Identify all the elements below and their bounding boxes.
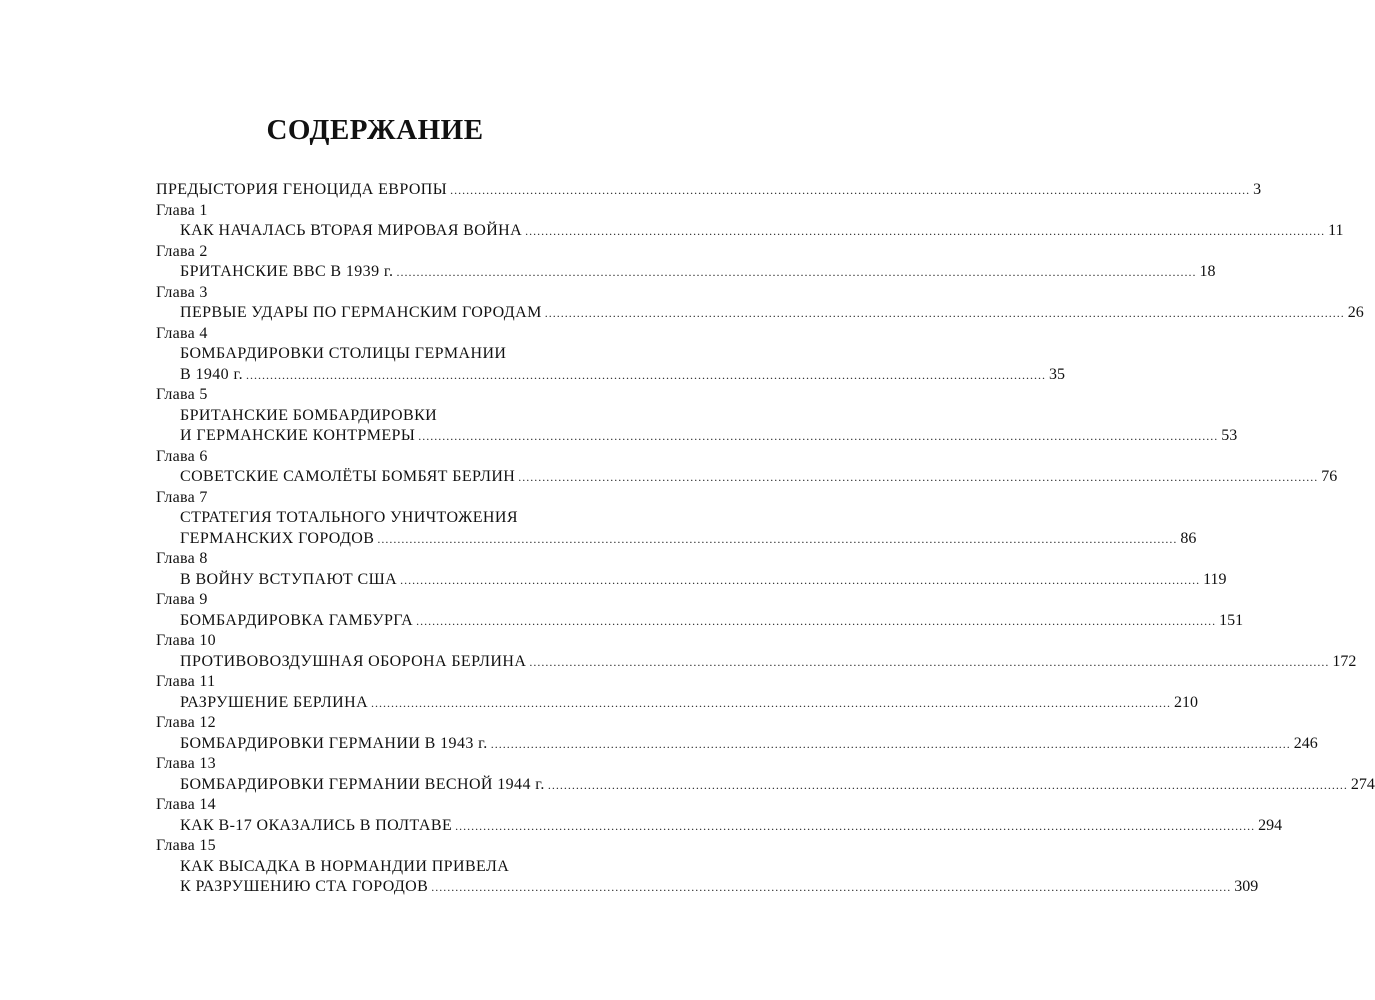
toc-leader-dots: ........................................................................................................................................................................................................: [431, 880, 1232, 894]
toc-page-number: 151: [1219, 611, 1244, 629]
toc-entry: [156, 529, 1197, 550]
toc-entry-title: КАК ВЫСАДКА В НОРМАНДИИ ПРИВЕЛА: [180, 857, 510, 875]
toc-entry-title: РАЗРУШЕНИЕ БЕРЛИНА: [180, 693, 369, 711]
toc-entry-title: БОМБАРДИРОВКИ СТОЛИЦЫ ГЕРМАНИИ: [180, 345, 507, 362]
toc-entry-title: БОМБАРДИРОВКИ ГЕРМАНИИ ВЕСНОЙ 1944 г.: [180, 775, 545, 793]
toc-page-number: 26: [1347, 304, 1364, 321]
toc-chapter-label: Глава 5: [156, 386, 208, 403]
toc-entry-prefix: [156, 180, 1262, 201]
toc-entry: [156, 775, 1375, 796]
toc-entry-title: В ВОЙНУ ВСТУПАЮТ США: [180, 570, 398, 588]
toc-leader-dots: ........................................................................................................................................................................................................: [418, 429, 1219, 443]
toc-leader-dots: ........................................................................................................................................................................................................: [246, 367, 1047, 382]
toc-page-number: 76: [1321, 468, 1338, 485]
toc-entry-title: СТРАТЕГИЯ ТОТАЛЬНОГО УНИЧТОЖЕНИЯ: [180, 509, 518, 526]
toc-entry-title: К РАЗРУШЕНИЮ СТА ГОРОДОВ: [180, 878, 429, 895]
toc-entry: [156, 221, 1344, 242]
toc-chapter-label: Глава 12: [156, 714, 216, 731]
toc-page-number: 3: [1253, 181, 1262, 198]
toc-entry-title: ПРЕДЫСТОРИЯ ГЕНОЦИДА ЕВРОПЫ: [156, 181, 448, 198]
toc-entry: [156, 693, 1199, 714]
toc-leader-dots: ........................................................................................................................................................................................................: [416, 613, 1217, 628]
toc-chapter-label: Глава 9: [156, 591, 208, 608]
toc-entry: [156, 734, 1318, 755]
toc-entry-title: БРИТАНСКИЕ ВВС В 1939 г.: [180, 263, 394, 280]
toc-chapter-label: Глава 4: [156, 324, 208, 342]
toc-leader-dots: ........................................................................................................................................................................................................: [547, 777, 1348, 792]
toc-chapter-label: Глава 11: [156, 673, 216, 690]
toc-page-number: 35: [1049, 365, 1066, 383]
toc-page-number: 210: [1174, 693, 1199, 711]
toc-entry: [156, 857, 594, 878]
toc-leader-dots: ........................................................................................................................................................................................................: [400, 572, 1201, 587]
toc-entry: [156, 344, 594, 365]
toc-chapter-list: [156, 201, 1375, 898]
toc-leader-dots: ........................................................................................................................................................................................................: [544, 306, 1345, 320]
toc-leader-dots: ........................................................................................................................................................................................................: [450, 183, 1251, 197]
toc-entry-title: ГЕРМАНСКИХ ГОРОДОВ: [180, 529, 375, 547]
toc-chapter-label: Глава 13: [156, 755, 216, 772]
toc-entry: [156, 262, 1216, 283]
toc-chapter-label: Глава 8: [156, 550, 208, 567]
toc-entry: [156, 877, 1259, 898]
toc-chapter-label: Глава 10: [156, 632, 216, 649]
toc-entry: [156, 303, 1364, 324]
toc-leader-dots: ........................................................................................................................................................................................................: [396, 265, 1197, 279]
toc-leader-dots: ........................................................................................................................................................................................................: [529, 654, 1330, 669]
toc-entry: [156, 652, 1357, 673]
toc-page-number: 53: [1221, 427, 1238, 444]
toc-entry-title: СОВЕТСКИЕ САМОЛЁТЫ БОМБЯТ БЕРЛИН: [180, 468, 516, 485]
toc-leader-dots: ........................................................................................................................................................................................................: [371, 695, 1172, 710]
toc-page-number: 18: [1199, 263, 1216, 280]
toc-chapter-label: Глава 6: [156, 447, 208, 465]
toc-entry-title: И ГЕРМАНСКИЕ КОНТРМЕРЫ: [180, 427, 416, 444]
toc-page-number: 294: [1258, 816, 1283, 834]
toc-entry-title: БОМБАРДИРОВКА ГАМБУРГА: [180, 611, 414, 629]
table-of-contents: [156, 180, 1375, 898]
toc-entry-title: БОМБАРДИРОВКИ ГЕРМАНИИ В 1943 г.: [180, 734, 488, 752]
toc-entry: [156, 508, 594, 529]
toc-entry: [156, 426, 1238, 447]
toc-page-number: 309: [1234, 878, 1259, 895]
toc-entry-title: КАК B-17 ОКАЗАЛИСЬ В ПОЛТАВЕ: [180, 816, 453, 834]
toc-leader-dots: ........................................................................................................................................................................................................: [525, 224, 1326, 238]
toc-entry: [156, 406, 594, 427]
toc-chapter-label: Глава 7: [156, 488, 208, 506]
toc-entry: [156, 365, 1066, 386]
toc-leader-dots: ........................................................................................................................................................................................................: [455, 818, 1256, 833]
toc-entry-title: ПРОТИВОВОЗДУШНАЯ ОБОРОНА БЕРЛИНА: [180, 652, 527, 670]
toc-page-number: 86: [1180, 529, 1197, 547]
toc-leader-dots: ........................................................................................................................................................................................................: [377, 531, 1178, 546]
toc-entry-title: В 1940 г.: [180, 365, 244, 383]
toc-entry: [156, 570, 1227, 591]
toc-entry: [156, 816, 1283, 837]
toc-chapter-label: Глава 3: [156, 283, 208, 301]
toc-page-number: 119: [1203, 570, 1227, 588]
toc-leader-dots: ........................................................................................................................................................................................................: [490, 736, 1291, 751]
toc-entry-title: КАК НАЧАЛАСЬ ВТОРАЯ МИРОВАЯ ВОЙНА: [180, 222, 523, 239]
toc-page-number: 11: [1328, 222, 1344, 239]
toc-leader-dots: ........................................................................................................................................................................................................: [518, 470, 1319, 484]
toc-chapter-label: Глава 2: [156, 242, 208, 260]
toc-page-number: 172: [1332, 652, 1357, 670]
toc-chapter-label: Глава 15: [156, 837, 216, 854]
toc-page-number: 246: [1293, 734, 1318, 752]
page-title: СОДЕРЖАНИЕ: [266, 114, 484, 146]
toc-entry: [156, 611, 1244, 632]
toc-page-number: 274: [1350, 775, 1375, 793]
toc-chapter-label: Глава 14: [156, 796, 216, 813]
toc-entry-title: БРИТАНСКИЕ БОМБАРДИРОВКИ: [180, 406, 438, 424]
toc-entry-title: ПЕРВЫЕ УДАРЫ ПО ГЕРМАНСКИМ ГОРОДАМ: [180, 304, 542, 321]
toc-entry: [156, 467, 1338, 488]
toc-chapter-label: Глава 1: [156, 201, 208, 219]
